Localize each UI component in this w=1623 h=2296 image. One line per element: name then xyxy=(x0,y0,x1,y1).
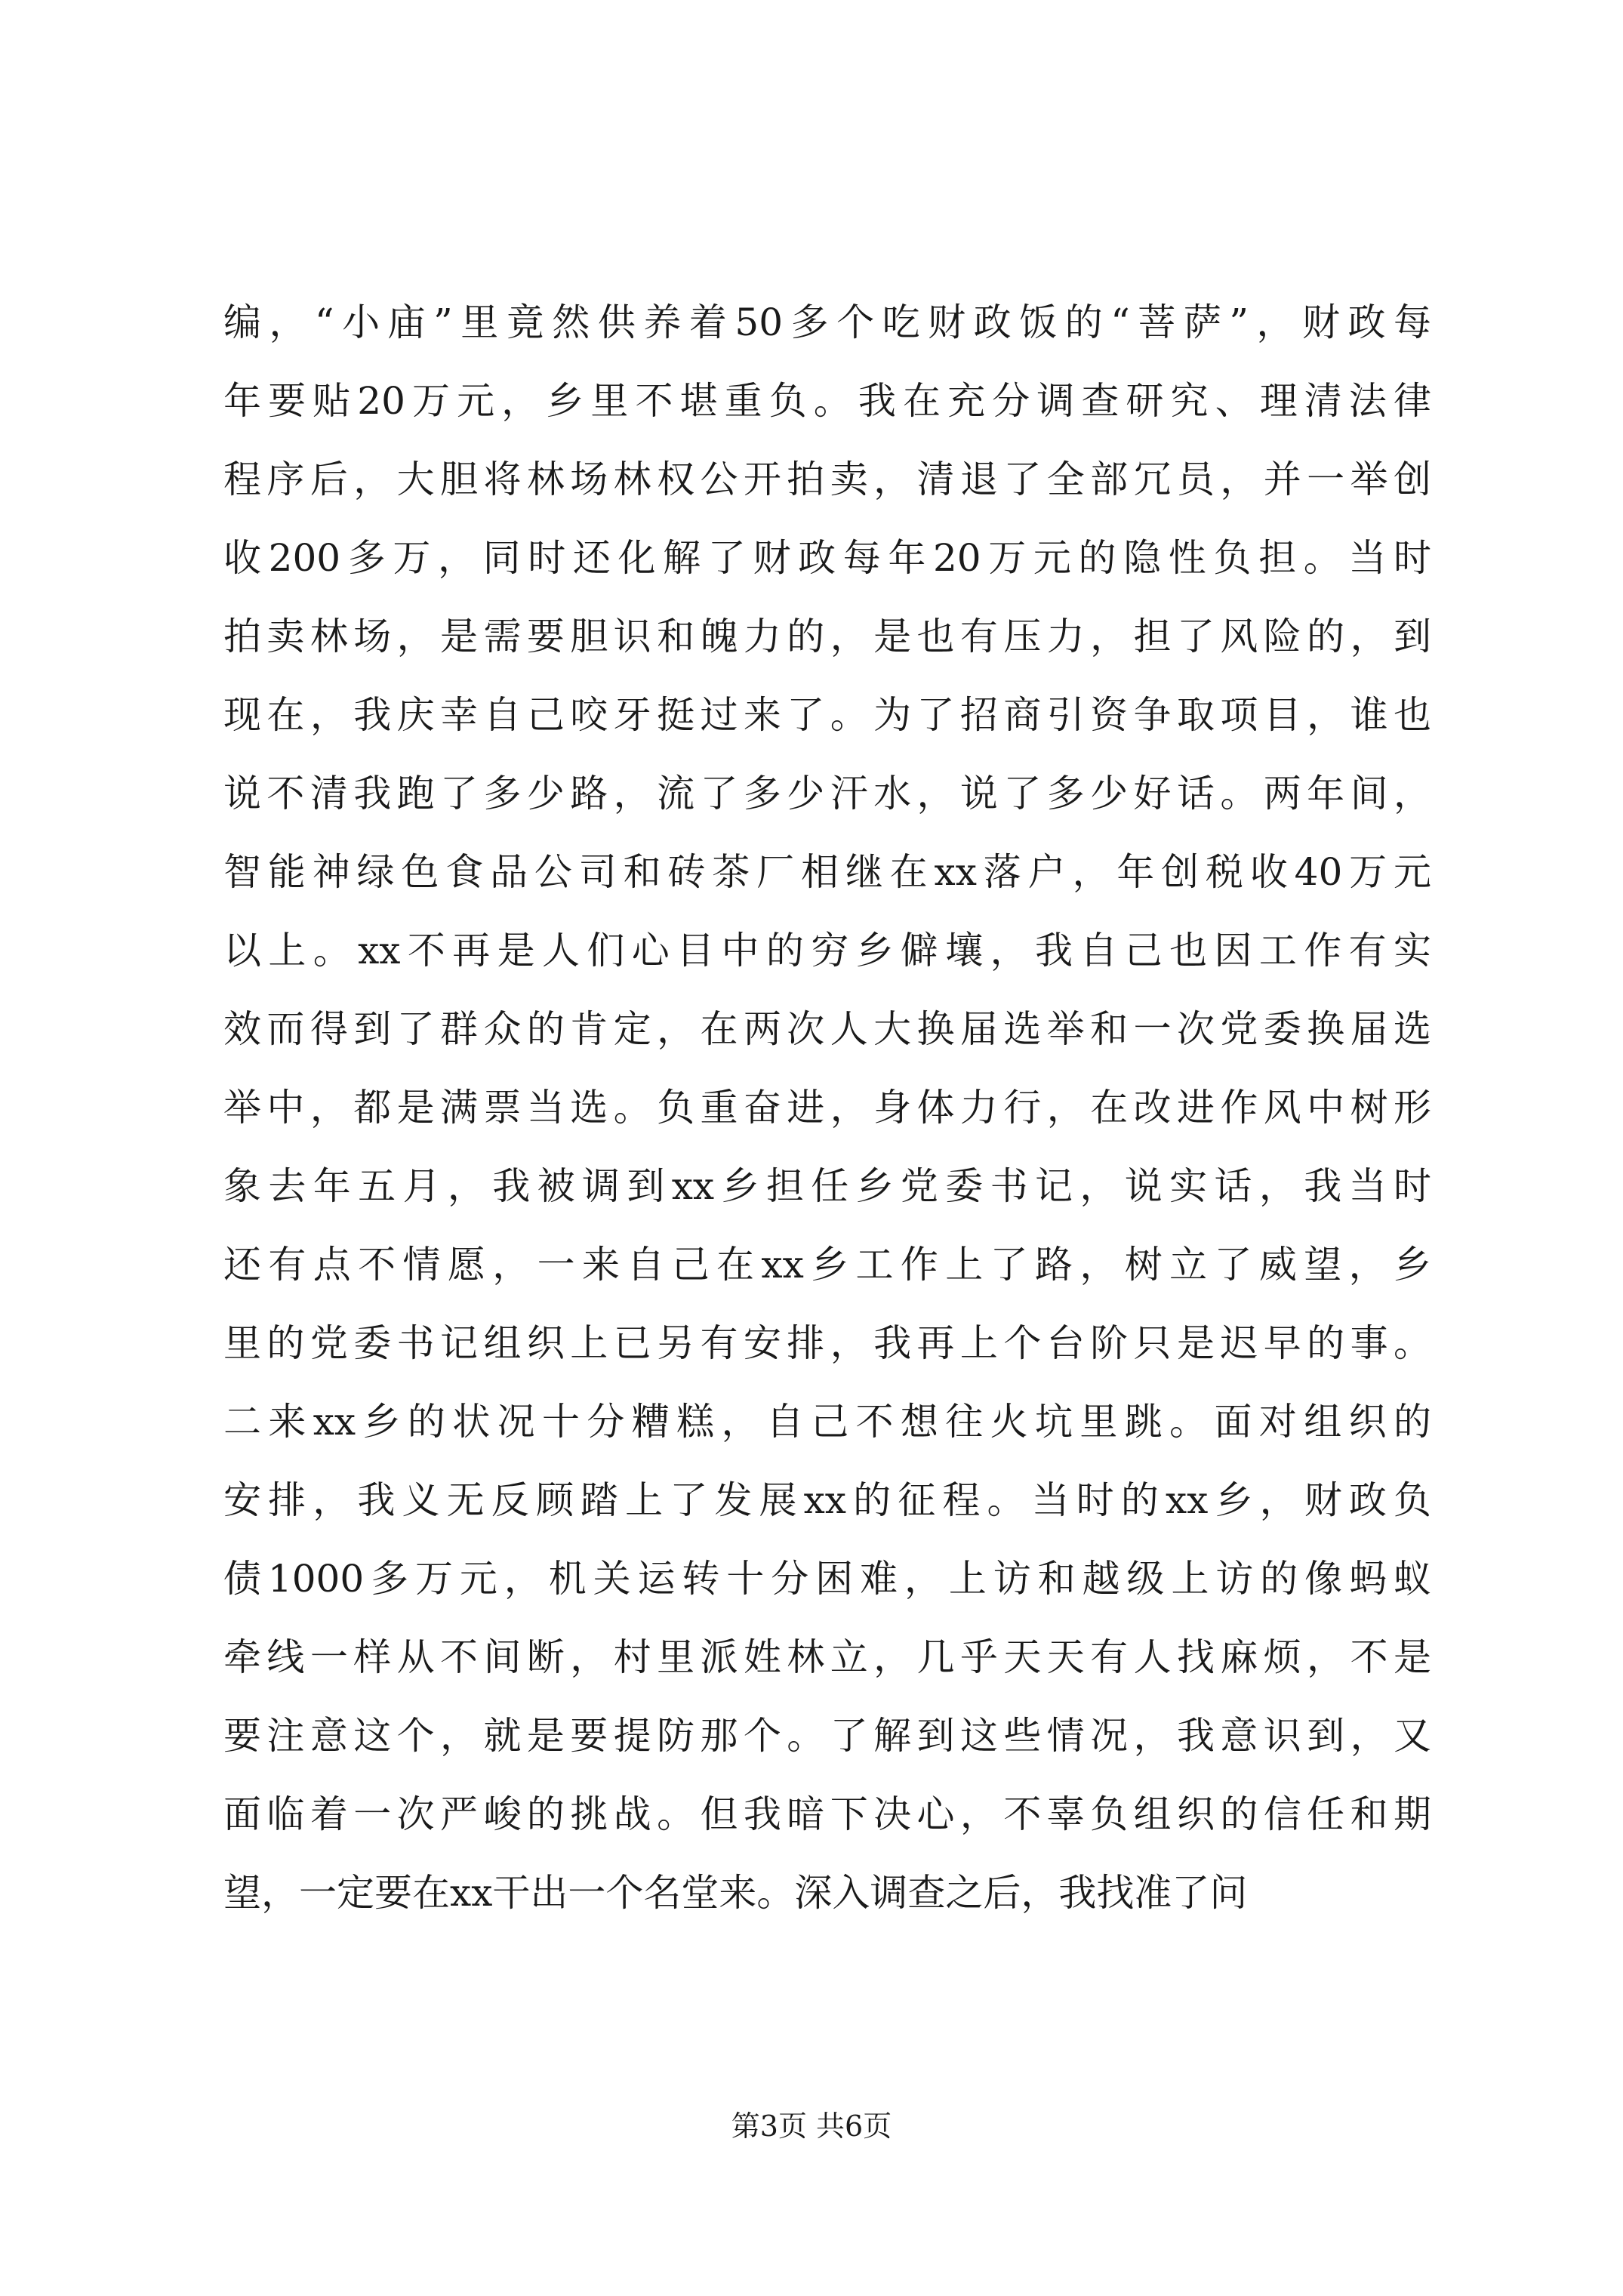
text-line: 收200多万，同时还化解了财政每年20万元的隐性负担。当时 xyxy=(223,536,1431,580)
text-line: 拍卖林场，是需要胆识和魄力的，是也有压力，担了风险的，到 xyxy=(223,615,1431,658)
text-line: 里的党委书记组织上已另有安排，我再上个台阶只是迟早的事。 xyxy=(223,1321,1431,1365)
text-line: 要注意这个，就是要提防那个。了解到这些情况，我意识到，又 xyxy=(223,1714,1431,1758)
page-number-label: 第3页 共6页 xyxy=(731,2110,892,2143)
text-line: 面临着一次严峻的挑战。但我暗下决心，不辜负组织的信任和期 xyxy=(223,1792,1431,1836)
text-line: 债1000多万元，机关运转十分困难，上访和越级上访的像蚂蚁 xyxy=(223,1557,1431,1601)
text-line: 编，“小庙”里竟然供养着50多个吃财政饭的“菩萨”，财政每 xyxy=(223,300,1431,344)
text-line: 年要贴20万元，乡里不堪重负。我在充分调查研究、理清法律 xyxy=(223,379,1431,423)
text-line: 牵线一样从不间断，村里派姓林立，几乎天天有人找麻烦，不是 xyxy=(223,1635,1431,1679)
text-line: 效而得到了群众的肯定，在两次人大换届选举和一次党委换届选 xyxy=(223,1007,1431,1051)
text-line: 以上。xx不再是人们心目中的穷乡僻壤，我自己也因工作有实 xyxy=(223,929,1431,972)
page-footer xyxy=(0,2103,1623,2144)
text-line: 望，一定要在xx干出一个名堂来。深入调查之后，我找准了问 xyxy=(223,1871,1248,1915)
text-line: 二来xx乡的状况十分糟糕，自己不想往火坑里跳。面对组织的 xyxy=(223,1400,1431,1444)
text-line: 安排，我义无反顾踏上了发展xx的征程。当时的xx乡，财政负 xyxy=(223,1478,1431,1522)
text-line: 程序后，大胆将林场林权公开拍卖，清退了全部冗员，并一举创 xyxy=(223,458,1431,501)
body-text xyxy=(223,283,1431,1932)
text-line: 现在，我庆幸自己咬牙挺过来了。为了招商引资争取项目，谁也 xyxy=(223,693,1431,737)
text-line: 说不清我跑了多少路，流了多少汗水，说了多少好话。两年间， xyxy=(223,772,1431,815)
text-line: 还有点不情愿，一来自己在xx乡工作上了路，树立了威望，乡 xyxy=(223,1243,1431,1287)
text-line: 智能神绿色食品公司和砖茶厂相继在xx落户，年创税收40万元 xyxy=(223,850,1431,894)
text-line: 举中，都是满票当选。负重奋进，身体力行，在改进作风中树形 xyxy=(223,1086,1431,1130)
text-line: 象去年五月，我被调到xx乡担任乡党委书记，说实话，我当时 xyxy=(223,1164,1431,1208)
